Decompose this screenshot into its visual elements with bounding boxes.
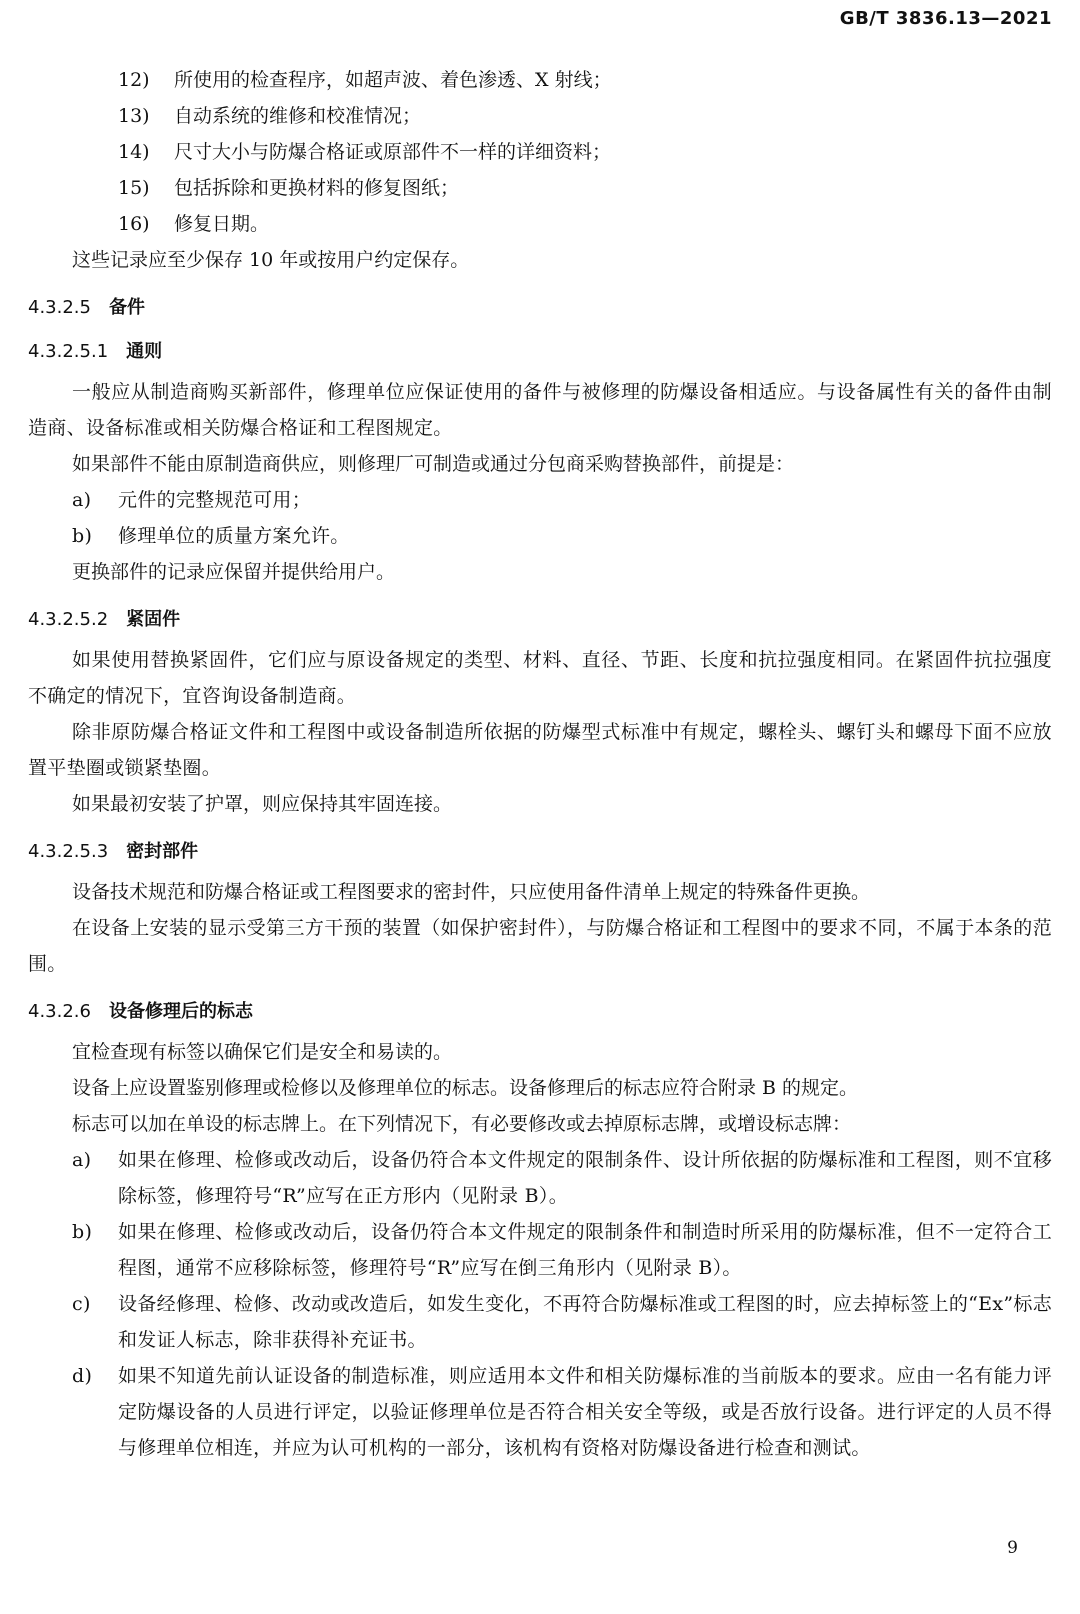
paragraph: 如果最初安装了护罩，则应保持其牢固连接。 [72, 793, 453, 815]
list-text: 如果在修理、检修或改动后，设备仍符合本文件规定的限制条件、设计所依据的防爆标准和工程图，则不宜移除标签，修理符号“R”应写在正方形内（见附录 B）。 [118, 1149, 1052, 1207]
paragraph: 一般应从制造商购买新部件，修理单位应保证使用的备件与被修理的防爆设备相适应。与设备属性有关的备件由制造商、设备标准或相关防爆合格证和工程图规定。 [28, 381, 1052, 439]
page-body [28, 62, 1052, 1466]
section-heading [28, 602, 1052, 638]
section-title: 设备修理后的标志 [108, 1001, 253, 1022]
paragraph: 如果部件不能由原制造商供应，则修理厂可制造或通过分包商采购替换部件，前提是： [72, 453, 795, 475]
section-heading [28, 994, 1052, 1030]
list-number: 12) [118, 69, 150, 91]
records-note: 这些记录应至少保存 10 年或按用户约定保存。 [72, 249, 470, 271]
list-marker: a) [72, 1149, 92, 1171]
list-marker: c) [72, 1293, 91, 1315]
list-text: 修理单位的质量方案允许。 [118, 525, 350, 547]
list-text: 尺寸大小与防爆合格证或原部件不一样的详细资料； [174, 141, 612, 163]
list-item [28, 1286, 1052, 1358]
section-number: 4.3.2.6 [28, 1001, 91, 1022]
list-text: 自动系统的维修和校准情况； [174, 105, 422, 127]
list-number: 15) [118, 177, 150, 199]
list-number: 16) [118, 213, 150, 235]
list-text: 修复日期。 [174, 213, 270, 235]
section-title: 紧固件 [126, 609, 181, 630]
list-marker: b) [72, 525, 93, 547]
section-title: 密封部件 [126, 841, 199, 862]
section-heading [28, 290, 1052, 326]
section-number: 4.3.2.5.1 [28, 341, 109, 362]
list-marker: a) [72, 489, 92, 511]
paragraph: 设备上应设置鉴别修理或检修以及修理单位的标志。设备修理后的标志应符合附录 B 的规定。 [72, 1077, 859, 1099]
standard-number: GB/T 3836.13—2021 [839, 8, 1052, 29]
list-number: 13) [118, 105, 150, 127]
list-marker: d) [72, 1365, 93, 1387]
section-number: 4.3.2.5.3 [28, 841, 109, 862]
section-heading [28, 834, 1052, 870]
section-number: 4.3.2.5 [28, 297, 91, 318]
list-item [28, 518, 1052, 554]
paragraph: 更换部件的记录应保留并提供给用户。 [72, 561, 396, 583]
list-item [28, 62, 1052, 98]
list-item [28, 1142, 1052, 1214]
section-title: 通则 [126, 341, 163, 362]
list-text: 如果不知道先前认证设备的制造标准，则应适用本文件和相关防爆标准的当前版本的要求。应由一名有能力评定防爆设备的人员进行评定，以验证修理单位是否符合相关安全等级，或是否放行设备。进行评定的人员不得与修理单位相连，并应为认可机构的一部分，该机构有资格对防爆设备进行检查和测试。 [118, 1365, 1052, 1459]
list-item [28, 170, 1052, 206]
paragraph: 除非原防爆合格证文件和工程图中或设备制造所依据的防爆型式标准中有规定，螺栓头、螺钉头和螺母下面不应放置平垫圈或锁紧垫圈。 [28, 721, 1052, 779]
list-item [28, 1358, 1052, 1466]
list-text: 所使用的检查程序，如超声波、着色渗透、X 射线； [174, 69, 612, 91]
list-item [28, 482, 1052, 518]
page-number: 9 [1007, 1538, 1018, 1558]
list-item [28, 1214, 1052, 1286]
list-marker: b) [72, 1221, 93, 1243]
list-number: 14) [118, 141, 150, 163]
list-item [28, 206, 1052, 242]
paragraph: 在设备上安装的显示受第三方干预的装置（如保护密封件），与防爆合格证和工程图中的要求不同，不属于本条的范围。 [28, 917, 1052, 975]
list-item [28, 98, 1052, 134]
list-text: 包括拆除和更换材料的修复图纸； [174, 177, 460, 199]
list-text: 如果在修理、检修或改动后，设备仍符合本文件规定的限制条件和制造时所采用的防爆标准，但不一定符合工程图，通常不应移除标签，修理符号“R”应写在倒三角形内（见附录 B）。 [118, 1221, 1052, 1279]
section-heading [28, 334, 1052, 370]
paragraph: 设备技术规范和防爆合格证或工程图要求的密封件，只应使用备件清单上规定的特殊备件更换。 [72, 881, 871, 903]
list-text: 设备经修理、检修、改动或改造后，如发生变化，不再符合防爆标准或工程图的时，应去掉标签上的“Ex”标志和发证人标志，除非获得补充证书。 [118, 1293, 1052, 1351]
section-title: 备件 [108, 297, 145, 318]
list-item [28, 134, 1052, 170]
paragraph: 如果使用替换紧固件，它们应与原设备规定的类型、材料、直径、节距、长度和抗拉强度相同。在紧固件抗拉强度不确定的情况下，宜咨询设备制造商。 [28, 649, 1052, 707]
numbered-list [28, 62, 1052, 242]
paragraph: 宜检查现有标签以确保它们是安全和易读的。 [72, 1041, 453, 1063]
paragraph: 标志可以加在单设的标志牌上。在下列情况下，有必要修改或去掉原标志牌，或增设标志牌： [72, 1113, 852, 1135]
list-text: 元件的完整规范可用； [118, 489, 312, 511]
section-number: 4.3.2.5.2 [28, 609, 109, 630]
